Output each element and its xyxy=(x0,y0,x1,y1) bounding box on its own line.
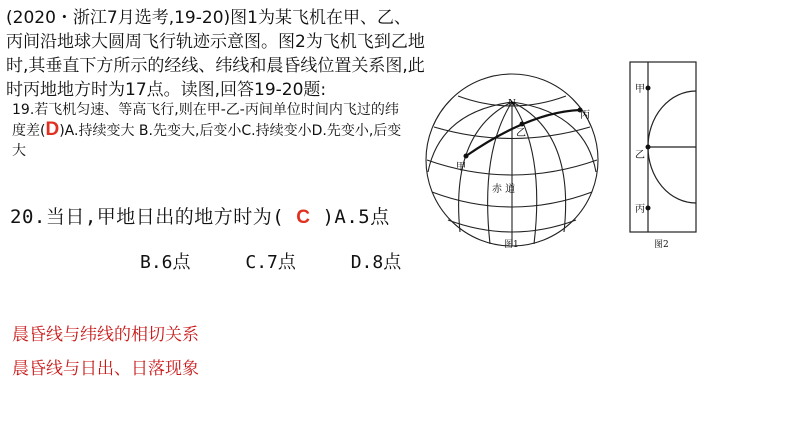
label-bing: 丙 xyxy=(580,110,590,121)
question-20-options xyxy=(140,248,445,274)
question-20 xyxy=(10,205,390,230)
option-c: C.7点 xyxy=(245,252,296,273)
question-20-option-a: )A.5点 xyxy=(322,206,390,228)
label-yi: 乙 xyxy=(516,128,526,139)
question-19-answer: D xyxy=(45,119,60,140)
option-b: B.6点 xyxy=(140,252,191,273)
option-d: D.8点 xyxy=(350,252,402,273)
intro-text: (2020・浙江7月选考,19-20)图1为某飞机在甲、乙、丙间沿地球大圆周飞行轨迹示意图。图2为飞机飞到乙地时,其垂直下方所示的经线、纬线和晨昏线位置关系图,此时丙地地方时为17点。读图,回答19-20题: xyxy=(6,8,425,100)
point-jia xyxy=(464,154,469,159)
label-jia: 甲 xyxy=(456,162,466,173)
note-terminator-tangent: 晨昏线与纬线的相切关系 xyxy=(12,325,199,345)
figure-1-caption-box xyxy=(490,236,530,252)
question-20-text: 20.当日,甲地日出的地方时为( xyxy=(10,206,285,228)
question-19-options: )A.持续变大 B.先变大,后变小C.持续变小D.先变小,后变大 xyxy=(12,123,402,159)
point-yi xyxy=(520,122,525,127)
figure-2-diagram xyxy=(622,58,702,236)
point-jia xyxy=(646,86,651,91)
point-bing xyxy=(646,206,651,211)
label-bing: 丙 xyxy=(635,204,645,215)
question-20-answer: C xyxy=(296,207,311,228)
question-19-text: 19.若飞机匀速、等高飞行,则在甲-乙-丙间单位时间内飞过的纬度差( xyxy=(12,102,399,139)
figure-1-caption: 图1 xyxy=(504,240,519,250)
label-yi: 乙 xyxy=(635,150,645,161)
question-19 xyxy=(12,100,407,161)
figure-2-caption: 图2 xyxy=(654,240,669,250)
figure-2-caption-box xyxy=(640,236,680,252)
label-north: N xyxy=(508,97,516,109)
figure-1-globe xyxy=(420,72,610,257)
label-jia: 甲 xyxy=(635,84,645,95)
note-sunrise-sunset: 晨昏线与日出、日落现象 xyxy=(12,359,199,379)
point-yi xyxy=(646,145,651,150)
label-equator: 赤 道 xyxy=(492,184,516,195)
